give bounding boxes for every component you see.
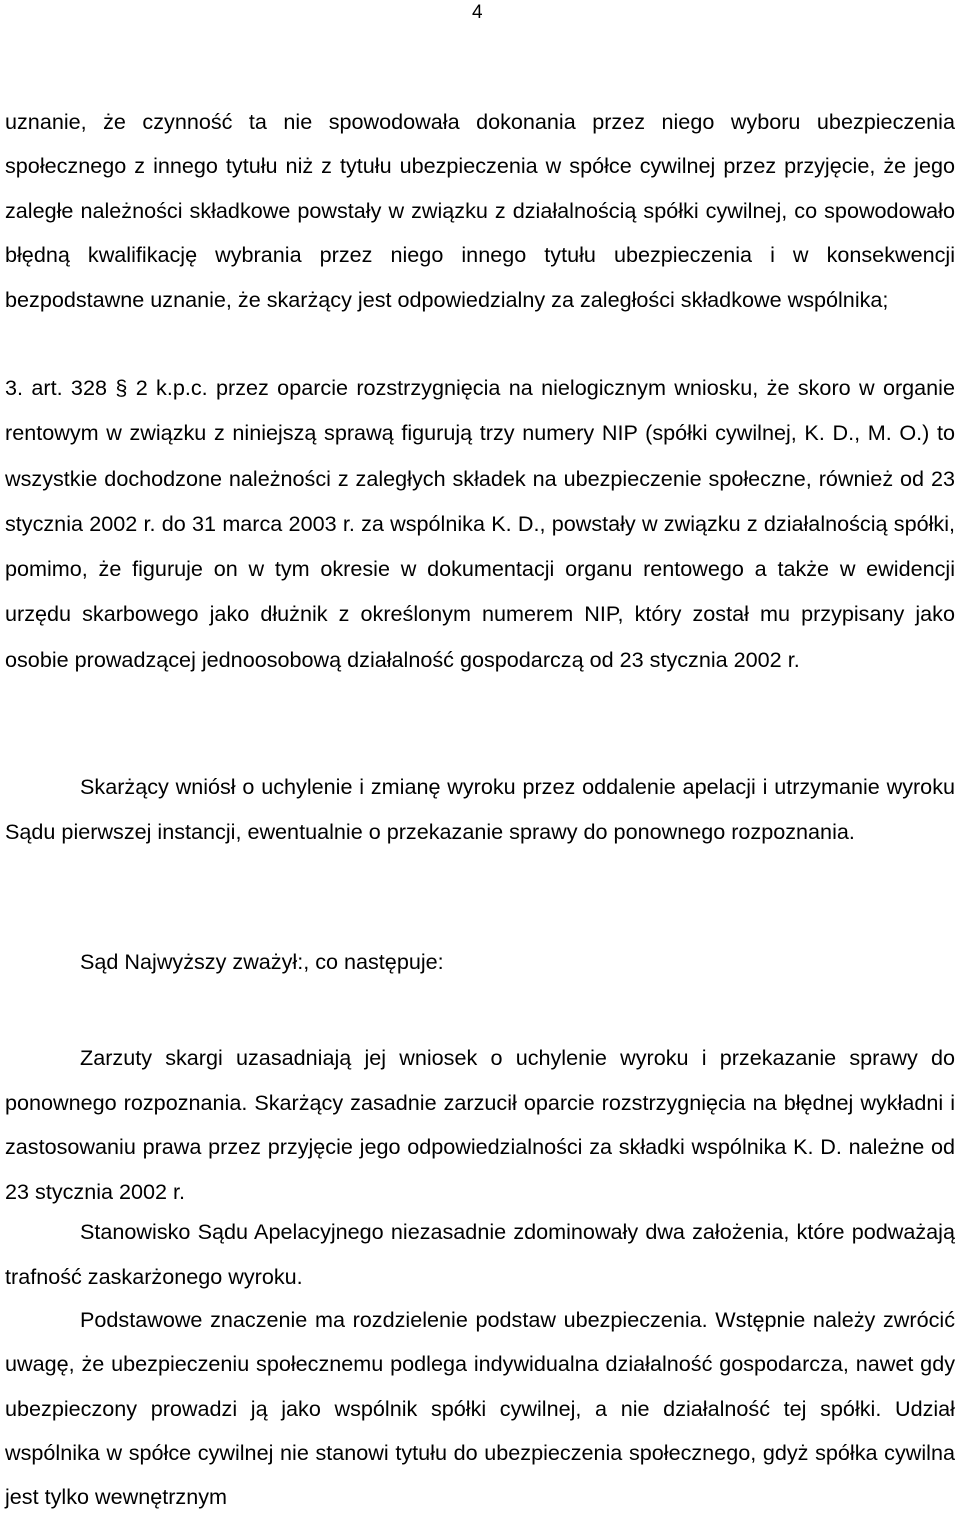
paragraph-text: Podstawowe znaczenie ma rozdzielenie podstaw ubezpieczenia. Wstępnie należy zwrócić uwagę, że ubezpieczeniu społecznemu podlega indywidualna działalność gospodarcza, nawet gdy ubezpieczony prowadzi ją jako wspólnik spółki cywilnej, a nie działalność tej spółki. Udział wspólnika w spółce cywilnej nie stanowi tytułu do ubezpieczenia społecznego, gdyż spółka cywilna jest tylko wewnętrznym bbox=[5, 1307, 955, 1510]
page-number: 4 bbox=[472, 2, 483, 23]
paragraph-request bbox=[5, 765, 955, 854]
section-heading: Sąd Najwyższy zważył:, co następuje: bbox=[80, 949, 444, 974]
paragraph-point-3 bbox=[5, 365, 955, 682]
paragraph-basis bbox=[5, 1298, 955, 1519]
paragraph-continuation bbox=[5, 100, 955, 322]
paragraph-text: Skarżący wniósł o uchylenie i zmianę wyroku przez oddalenie apelacji i utrzymanie wyroku Sądu pierwszej instancji, ewentualnie o przekazanie sprawy do ponownego rozpoznania. bbox=[5, 774, 955, 844]
paragraph-charges bbox=[5, 1036, 955, 1214]
paragraph-text: 3. art. 328 § 2 k.p.c. przez oparcie rozstrzygnięcia na nielogicznym wniosku, że skoro w organie rentowym w związku z niniejszą sprawą figurują trzy numery NIP (spółki cywilnej, K. D., M. O.) to wszystkie dochodzone należności z zaległych składek na ubezpieczenie społeczne, również od 23 stycznia 2002 r. do 31 marca 2003 r. za wspólnika K. D., powstały w związku z działalnością spółki, pomimo, że figuruje on w tym okresie w dokumentacji organu rentowego a także w ewidencji urzędu skarbowego jako dłużnik z określonym numerem NIP, który został mu przypisany jako osobie prowadzącej jednoosobową działalność gospodarczą od 23 stycznia 2002 r. bbox=[5, 375, 955, 672]
paragraph-text: Stanowisko Sądu Apelacyjnego niezasadnie zdominowały dwa założenia, które podważają trafność zaskarżonego wyroku. bbox=[5, 1219, 955, 1289]
paragraph-position bbox=[5, 1210, 955, 1299]
paragraph-text: uznanie, że czynność ta nie spowodowała dokonania przez niego wyboru ubezpieczenia społecznego z innego tytułu niż z tytułu ubezpieczenia w spółce cywilnej przez przyjęcie, że jego zaległe należności składkowe powstały w związku z działalnością spółki cywilnej, co spowodowało błędną kwalifikację wybrania przez niego innego tytułu ubezpieczenia i w konsekwencji bezpodstawne uznanie, że skarżący jest odpowiedzialny za zaległości składkowe wspólnika; bbox=[5, 109, 955, 312]
paragraph-text: Zarzuty skargi uzasadniają jej wniosek o uchylenie wyroku i przekazanie sprawy do ponownego rozpoznania. Skarżący zasadnie zarzucił oparcie rozstrzygnięcia na błędnej wykładni i zastosowaniu prawa przez przyjęcie jego odpowiedzialności za składki wspólnika K. D. należne od 23 stycznia 2002 r. bbox=[5, 1045, 955, 1204]
